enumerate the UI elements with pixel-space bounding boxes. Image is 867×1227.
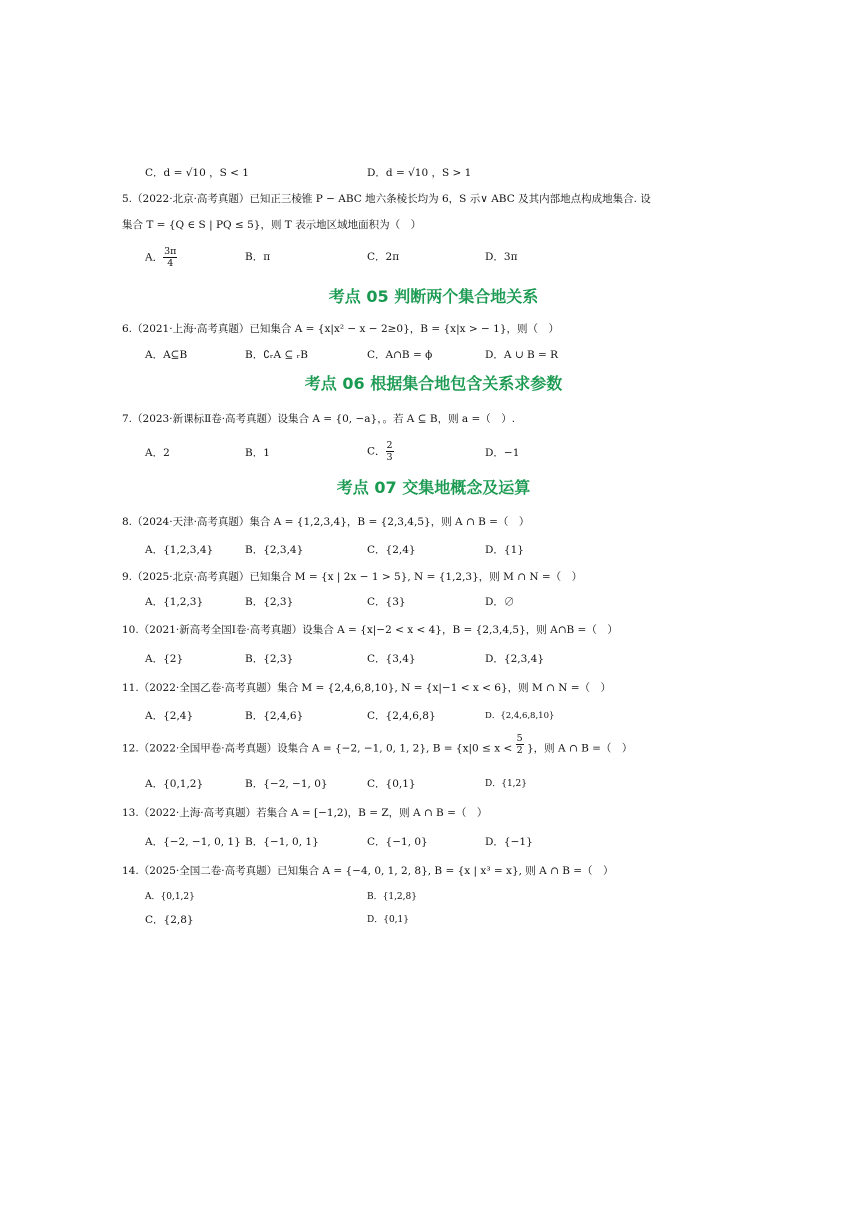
q8-option-b: B．{2,3,4}	[245, 544, 304, 556]
q5-options	[0, 246, 867, 269]
fraction-denominator: 3	[386, 452, 393, 463]
q11-option-d: D．{2,4,6,8,10}	[485, 711, 555, 721]
q12-options	[0, 777, 867, 793]
q10-options	[0, 652, 867, 668]
q13-option-c: C．{−1, 0}	[367, 836, 428, 848]
q5-option-a-label: A．	[145, 251, 164, 264]
q12-stem	[122, 733, 633, 756]
q8-stem: 8.（2024·天津·高考真题）集合 A = {1,2,3,4}，B = {2,3,4,5}，则 A ∩ B =（ ）	[122, 516, 530, 528]
q11-stem: 11.（2022·全国乙卷·高考真题）集合 M = {2,4,6,8,10}, N = {x|−1 < x < 6}，则 M ∩ N =（ ）	[122, 682, 612, 694]
q13-option-d: D．{−1}	[485, 836, 533, 848]
q11-option-c: C．{2,4,6,8}	[367, 710, 436, 722]
section-heading-05: 考点 05 判断两个集合地关系	[328, 287, 539, 306]
q9-options	[0, 595, 867, 611]
fraction-numerator: 5	[516, 733, 523, 744]
q13-option-b: B．{−1, 0, 1}	[245, 836, 319, 848]
q6-option-b: B．∁ᵣA ⊆ ᵣB	[245, 349, 308, 361]
section-heading-07: 考点 07 交集地概念及运算	[336, 478, 531, 497]
q12-option-c: C．{0,1}	[367, 778, 416, 790]
q9-option-a: A．{1,2,3}	[145, 596, 204, 608]
q10-option-d: D．{2,3,4}	[485, 653, 544, 665]
q14-option-c: C．{2,8}	[145, 914, 194, 926]
fraction-numerator: 2	[386, 440, 393, 451]
q11-options	[0, 709, 867, 725]
q7-option-a: A．2	[145, 447, 170, 459]
q13-stem: 13.（2022·上海·高考真题）若集合 A = [−1,2)，B = Z，则 A ∩ B =（ ）	[122, 807, 488, 819]
q10-option-a: A．{2}	[145, 653, 184, 665]
q14-option-b: B．{1,2,8}	[367, 892, 417, 902]
q10-option-c: C．{3,4}	[367, 653, 416, 665]
q6-options	[0, 348, 867, 364]
q13-option-a: A．{−2, −1, 0, 1}	[145, 836, 241, 848]
q4-option-d: D．d = √10 ，S > 1	[367, 167, 472, 179]
q6-option-a: A．A⊆B	[145, 349, 188, 361]
q14-option-d: D．{0,1}	[367, 915, 409, 925]
q5-option-a	[145, 246, 177, 269]
q12-option-b: B．{−2, −1, 0}	[245, 778, 328, 790]
q12-stem-part2: }，则 A ∩ B =（ ）	[527, 742, 633, 755]
q5-stem-line1: 5.（2022·北京·高考真题）已知正三棱锥 P − ABC 地六条棱长均为 6，S 示∨ ABC 及其内部地点构成地集合. 设	[122, 193, 651, 205]
q14-option-a: A．{0,1,2}	[145, 892, 195, 902]
section-heading-06: 考点 06 根据集合地包含关系求参数	[304, 374, 563, 393]
fraction-numerator: 3π	[164, 246, 177, 257]
q7-option-c-fraction	[386, 440, 394, 463]
fraction-denominator: 2	[516, 745, 523, 756]
q9-stem: 9.（2025·北京·高考真题）已知集合 M = {x | 2x − 1 > 5}, N = {1,2,3}，则 M ∩ N =（ ）	[122, 571, 583, 583]
fraction-denominator: 4	[167, 258, 174, 269]
q5-option-b: B．π	[245, 251, 271, 263]
q7-option-d: D．−1	[485, 447, 520, 459]
q9-option-c: C．{3}	[367, 596, 406, 608]
q8-options	[0, 543, 867, 559]
q11-option-a: A．{2,4}	[145, 710, 194, 722]
q8-option-c: C．{2,4}	[367, 544, 416, 556]
q7-options	[0, 440, 867, 463]
q12-option-d: D．{1,2}	[485, 779, 527, 789]
q9-option-d: D．∅	[485, 596, 515, 608]
q5-option-c: C．2π	[367, 251, 400, 263]
q6-option-c: C．A∩B = ϕ	[367, 349, 433, 361]
q11-option-b: B．{2,4,6}	[245, 710, 304, 722]
q12-fraction	[516, 733, 524, 756]
q7-option-c-label: C．	[367, 445, 386, 458]
q7-option-c	[367, 440, 394, 463]
q12-option-a: A．{0,1,2}	[145, 778, 204, 790]
q7-option-b: B．1	[245, 447, 270, 459]
q4-options	[0, 166, 867, 182]
q14-options-row1	[0, 890, 867, 906]
q6-option-d: D．A ∪ B = R	[485, 349, 559, 361]
q13-options	[0, 835, 867, 851]
q6-stem: 6.（2021·上海·高考真题）已知集合 A = {x|x² − x − 2≥0}，B = {x|x > − 1}，则（ ）	[122, 323, 560, 335]
q10-stem: 10.（2021·新高考全国Ⅰ卷·高考真题）设集合 A = {x|−2 < x < 4}，B = {2,3,4,5}，则 A∩B =（ ）	[122, 624, 618, 636]
q4-option-c: C．d = √10 ，S < 1	[145, 167, 249, 179]
q10-option-b: B．{2,3}	[245, 653, 294, 665]
q12-stem-part1: 12.（2022·全国甲卷·高考真题）设集合 A = {−2, −1, 0, 1, 2}, B = {x|0 ≤ x <	[122, 742, 513, 755]
q14-stem: 14.（2025·全国二卷·高考真题）已知集合 A = {−4, 0, 1, 2, 8}, B = {x | x³ = x}, 则 A ∩ B =（ ）	[122, 865, 614, 877]
q14-options-row2	[0, 913, 867, 929]
q7-stem: 7.（2023·新课标Ⅱ卷·高考真题）设集合 A = {0, −a}，。若 A ⊆ B，则 a =（ ）.	[122, 413, 516, 425]
q5-option-a-fraction	[163, 246, 177, 269]
q5-stem-line2: 集合 T = {Q ∈ S | PQ ≤ 5}，则 T 表示地区域地面积为（ ）	[122, 219, 422, 231]
q8-option-d: D．{1}	[485, 544, 524, 556]
q5-option-d: D．3π	[485, 251, 518, 263]
q8-option-a: A．{1,2,3,4}	[145, 544, 214, 556]
q9-option-b: B．{2,3}	[245, 596, 294, 608]
